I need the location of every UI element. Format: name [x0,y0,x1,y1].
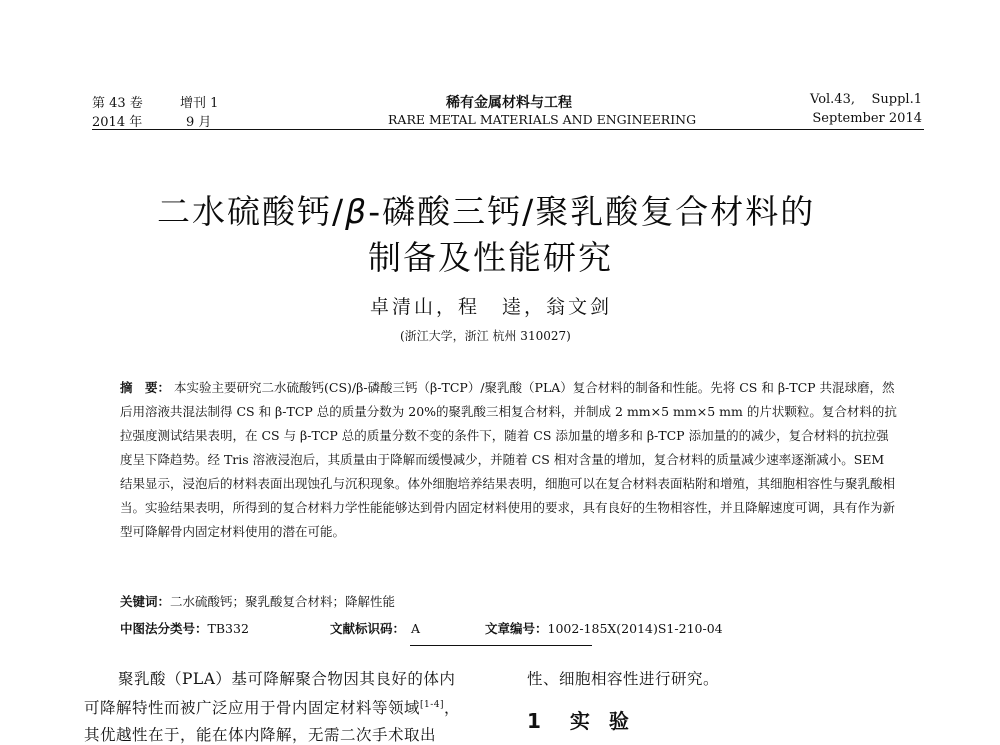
title-part-b: -磷酸三钙/聚乳酸复合材料的 [368,192,816,231]
date-en: September 2014 [812,111,922,126]
section-title: 实 验 [569,709,635,733]
abstract-separator [410,645,592,646]
paper-title-line2: 制备及性能研究 [368,238,613,277]
body-left-line3: 其优越性在于，能在体内降解，无需二次手术取出 [84,726,437,744]
paper-title-line1 [157,186,815,233]
year: 2014 年 [92,115,143,130]
clc-row [120,619,249,637]
citation-ref: [1-4] [420,699,445,710]
abstract-label: 摘 要： [120,380,171,395]
body-left-line2-end: ， [444,699,461,717]
body-left-line1: 聚乳酸（PLA）基可降解聚合物因其良好的体内 [118,670,456,688]
month: 9 月 [186,115,212,130]
doc-code-row [330,619,420,637]
doc-code-label: 文献标识码： [330,621,406,636]
title-beta: β [345,192,369,231]
section-number: 1 [527,709,547,733]
clc-value: TB332 [207,621,249,636]
section-heading [527,705,635,734]
affiliation: (浙江大学，浙江 杭州 310027) [400,329,571,343]
keywords-text: 二水硫酸钙；聚乳酸复合材料；降解性能 [170,594,396,609]
keywords-label: 关键词： [120,594,171,609]
body-left-line2-text: 可降解特性而被广泛应用于骨内固定材料等领域 [84,699,421,717]
body-left-line2 [84,696,460,718]
article-no-row [485,619,723,637]
journal-title-en: RARE METAL MATERIALS AND ENGINEERING [388,112,697,127]
volume: 第 43 卷 [92,96,143,111]
abstract [120,376,900,544]
header-rule [92,129,924,130]
abstract-text: 本实验主要研究二水硫酸钙(CS)/β-磷酸三钙（β-TCP）/聚乳酸（PLA）复合材料的制备和性能。先将 CS 和 β-TCP 共混球磨，然后用溶液共混法制得 CS 和 β-TCP 总的质量分数为 20%的聚乳酸三相复合材料，并制成 2 mm×5 mm×5 mm 的片状颗粒。复合材料的抗拉强度测试结果表明，在 CS 与 β-TCP 总的质量分数不变的条件下，随着 CS 添加量的增多和 β-TCP 添加量的的减少，复合材料的抗拉强度呈下降趋势。经 Tris 溶液浸泡后，其质量由于降解而缓慢减少，并随着 CS 相对含量的增加，复合材料的质量减少速率逐渐减小。SEM 结果显示，浸泡后的材料表面出现蚀孔与沉积现象。体外细胞培养结果表明，细胞可以在复合材料表面粘附和增殖，其细胞相容性与聚乳酸相当。实验结果表明，所得到的复合材料力学性能能够达到骨内固定材料使用的要求，具有良好的生物相容性，并且降解速度可调，具有作为新型可降解骨内固定材料使用的潜在可能。 [120,380,897,539]
doc-code-value: A [411,621,421,636]
clc-label: 中图法分类号： [120,621,208,636]
volume-en: Vol.43, Suppl.1 [810,92,922,107]
journal-title-cn: 稀有金属材料与工程 [446,95,572,111]
authors: 卓清山，程 逵，翁文剑 [370,296,613,318]
title-part-a: 二水硫酸钙/ [157,192,346,231]
issue: 增刊 1 [180,96,219,111]
article-no-label: 文章编号： [485,621,548,636]
article-no-value: 1002-185X(2014)S1-210-04 [547,621,723,636]
body-right-line1: 性、细胞相容性进行研究。 [527,670,720,688]
keywords-row [120,592,395,610]
